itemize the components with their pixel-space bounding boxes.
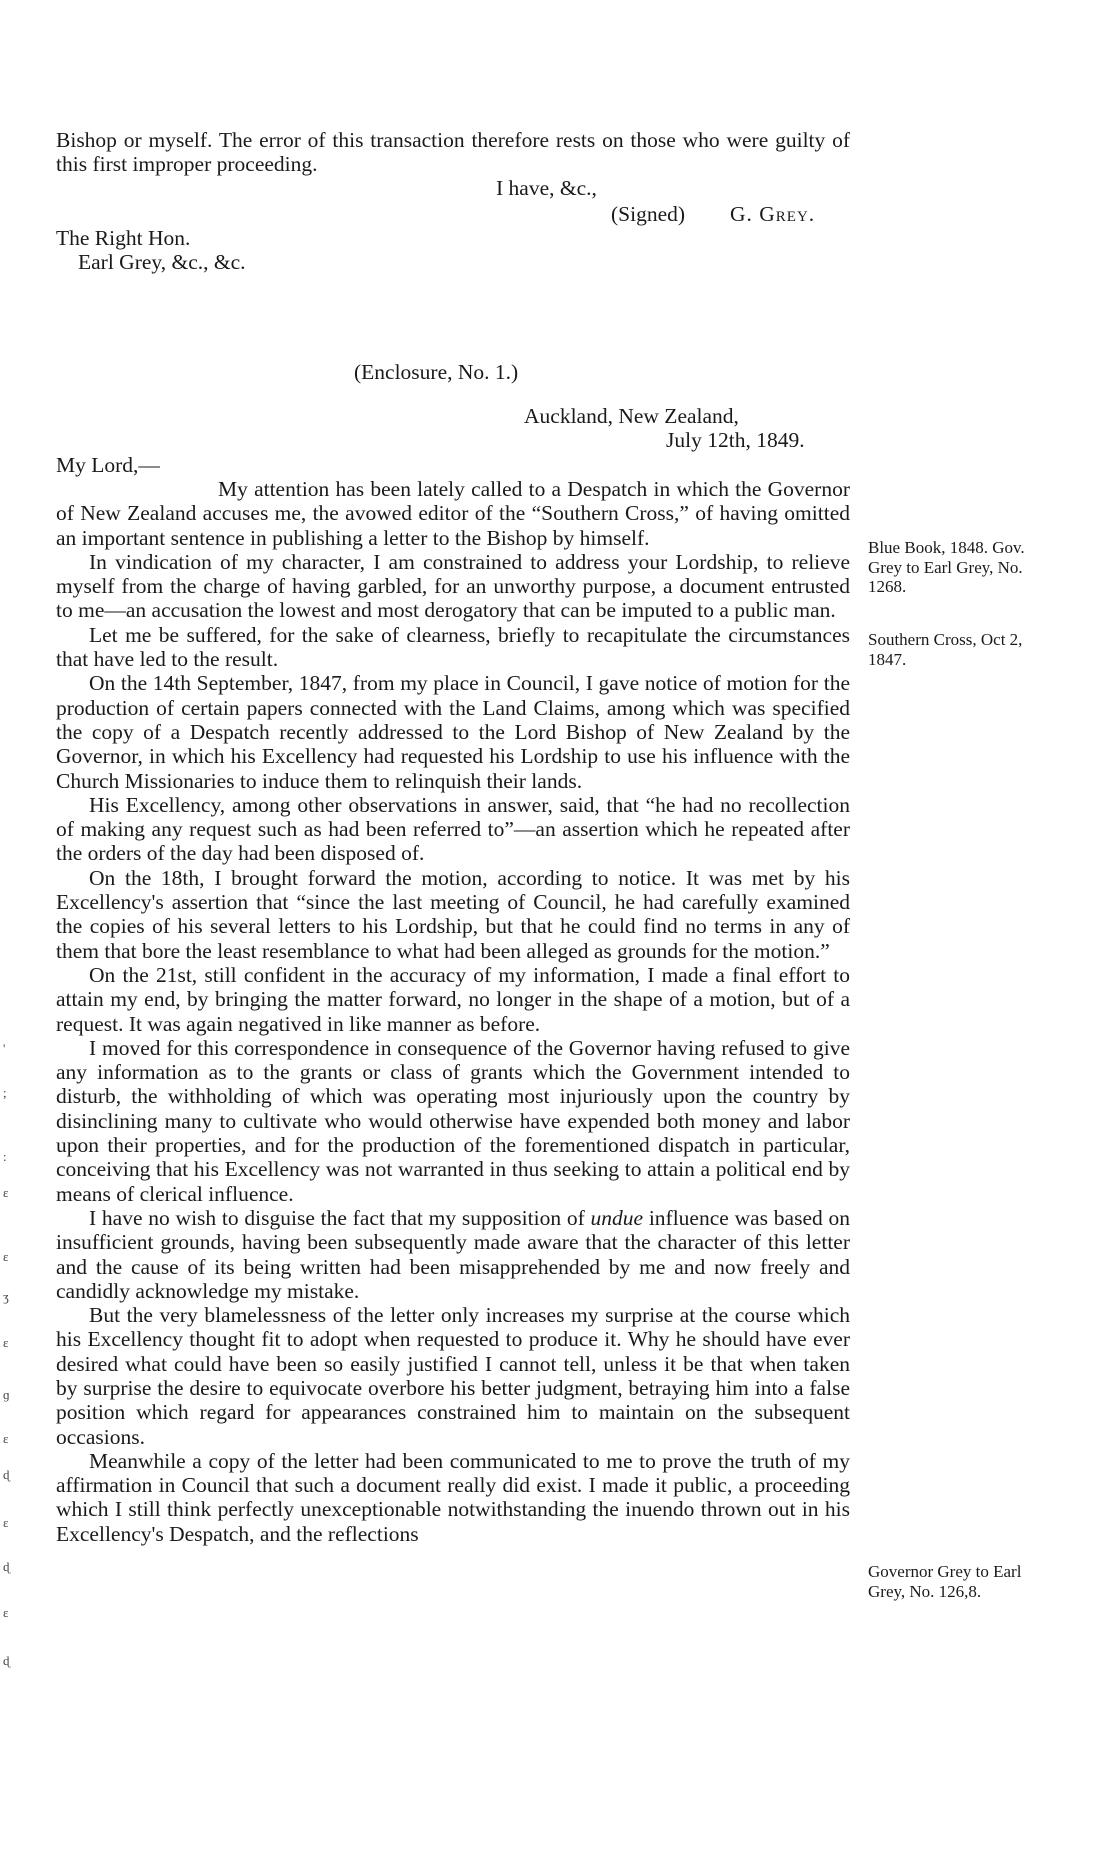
- edge-mark: ɖ: [3, 1467, 10, 1482]
- edge-mark: ʒ: [3, 1289, 9, 1304]
- body-paragraph: I moved for this correspondence in consequence of the Governor having refused to give any information as to the grants or class of grants which the Government intended to disturb, the withholding of which was operating most injuriously upon the country by disinclining many to cultivate who would otherwise have expended both money and labor upon their properties, and for the production of the forementioned dispatch in particular, conceiving that his Excellency was not warranted in thus seeking to attain a political end by means of clerical influence.: [56, 1035, 850, 1206]
- para-text-before: I have no wish to disguise the fact that my supposition of: [89, 1205, 591, 1230]
- addressee-line-1: The Right Hon.: [56, 226, 191, 250]
- body-paragraph: His Excellency, among other observations in answer, said, that “he had no recollection of making any request such as had been referred to”—an assertion which he repeated after the orders of the day had been disposed of.: [56, 792, 850, 866]
- body-paragraph: But the very blamelessness of the letter only increases my surprise at the course which his Excellency thought fit to adopt when requested to produce it. Why he should have ever desired what could have been so easily justified I cannot tell, unless it be that when taken by surprise the desire to equivocate overbore his better judgment, betraying him into a false position which regard for appearances constrained him to maintain on the subsequent occasions.: [56, 1303, 850, 1449]
- salutation: My Lord,—: [56, 453, 160, 477]
- body-paragraph: On the 14th September, 1847, from my place in Council, I gave notice of motion for the production of certain papers connected with the Land Claims, among which was specified the copy of a Despatch recently addressed to the Lord Bishop of New Zealand by the Governor, in which his Excellency had requested his Lordship to use his influence with the Church Missionaries to induce them to relinquish their lands.: [56, 671, 850, 793]
- emphasis-undue: undue: [590, 1205, 644, 1230]
- edge-mark: ': [3, 1041, 6, 1056]
- edge-mark: ;: [3, 1085, 7, 1100]
- signed-label: (Signed): [611, 202, 686, 226]
- edge-mark: ɛ: [3, 1605, 9, 1620]
- edge-mark: :: [3, 1149, 7, 1164]
- margin-note-blue-book: Blue Book, 1848. Gov. Grey to Earl Grey, No. 1268.: [868, 538, 1025, 596]
- enclosure-title: (Enclosure, No. 1.): [354, 360, 519, 384]
- top-paragraph: Bishop or myself. The error of this transaction therefore rests on those who were guilty of this first improper proceeding.: [56, 128, 850, 177]
- body-paragraph: On the 21st, still confident in the accuracy of my information, I made a final effort to attain my end, by bringing the matter forward, no longer in the shape of a motion, but of a request. It was again negatived in like manner as before.: [56, 962, 850, 1036]
- para-text-after: influence was based on insufficient grounds, having been subsequently made aware that the character of this letter and the cause of its being written had been misapprehended by me and now freely and candidly acknowledge my mistake.: [56, 1205, 850, 1303]
- edge-mark: ɖ: [3, 1559, 10, 1574]
- body-paragraph-undue: [56, 1206, 850, 1303]
- edge-mark: ɡ: [3, 1387, 10, 1402]
- letter-body: [56, 477, 850, 1546]
- edge-mark: ɛ: [3, 1335, 9, 1350]
- signatory: G. Grey.: [730, 202, 816, 226]
- body-paragraph: My attention has been lately called to a Despatch in which the Governor of New Zealand accuses me, the avowed editor of the “Southern Cross,” of having omitted an important sentence in publishing a letter to the Bishop by himself.: [56, 477, 850, 550]
- edge-mark: ɛ: [3, 1431, 9, 1446]
- margin-note-southern-cross: Southern Cross, Oct 2, 1847.: [868, 630, 1023, 669]
- top-paragraph-block: [56, 128, 850, 177]
- body-paragraph: On the 18th, I brought forward the motion, according to notice. It was met by his Excellency's assertion that “since the last meeting of Council, he had carefully examined the copies of his several letters to his Lordship, but that he could find no terms in any of them that bore the least resemblance to what had been alleged as grounds for the motion.”: [56, 865, 850, 963]
- edge-mark: ɛ: [3, 1515, 9, 1530]
- body-paragraph: Meanwhile a copy of the letter had been communicated to me to prove the truth of my affirmation in Council that such a document really did exist. I made it public, a proceeding which I still think perfectly unexceptionable notwithstanding the inuendo thrown out in his Excellency's Despatch, and the reflections: [56, 1448, 850, 1546]
- body-paragraph: Let me be suffered, for the sake of clearness, briefly to recapitulate the circumstances that have led to the result.: [56, 622, 850, 672]
- edge-mark: ɛ: [3, 1249, 9, 1264]
- dateline-place: Auckland, New Zealand,: [524, 404, 739, 428]
- dateline-date: July 12th, 1849.: [666, 428, 805, 452]
- margin-note-governor-grey: Governor Grey to Earl Grey, No. 126,8.: [868, 1562, 1022, 1601]
- closing-phrase: I have, &c.,: [496, 176, 597, 200]
- edge-mark: ɛ: [3, 1185, 9, 1200]
- body-paragraph: In vindication of my character, I am constrained to address your Lordship, to relieve myself from the charge of having garbled, for an unworthy purpose, a document entrusted to me—an accusation the lowest and most derogatory that can be imputed to a public man.: [56, 549, 850, 623]
- edge-mark: ɖ: [3, 1653, 10, 1668]
- addressee-line-2: Earl Grey, &c., &c.: [78, 250, 246, 274]
